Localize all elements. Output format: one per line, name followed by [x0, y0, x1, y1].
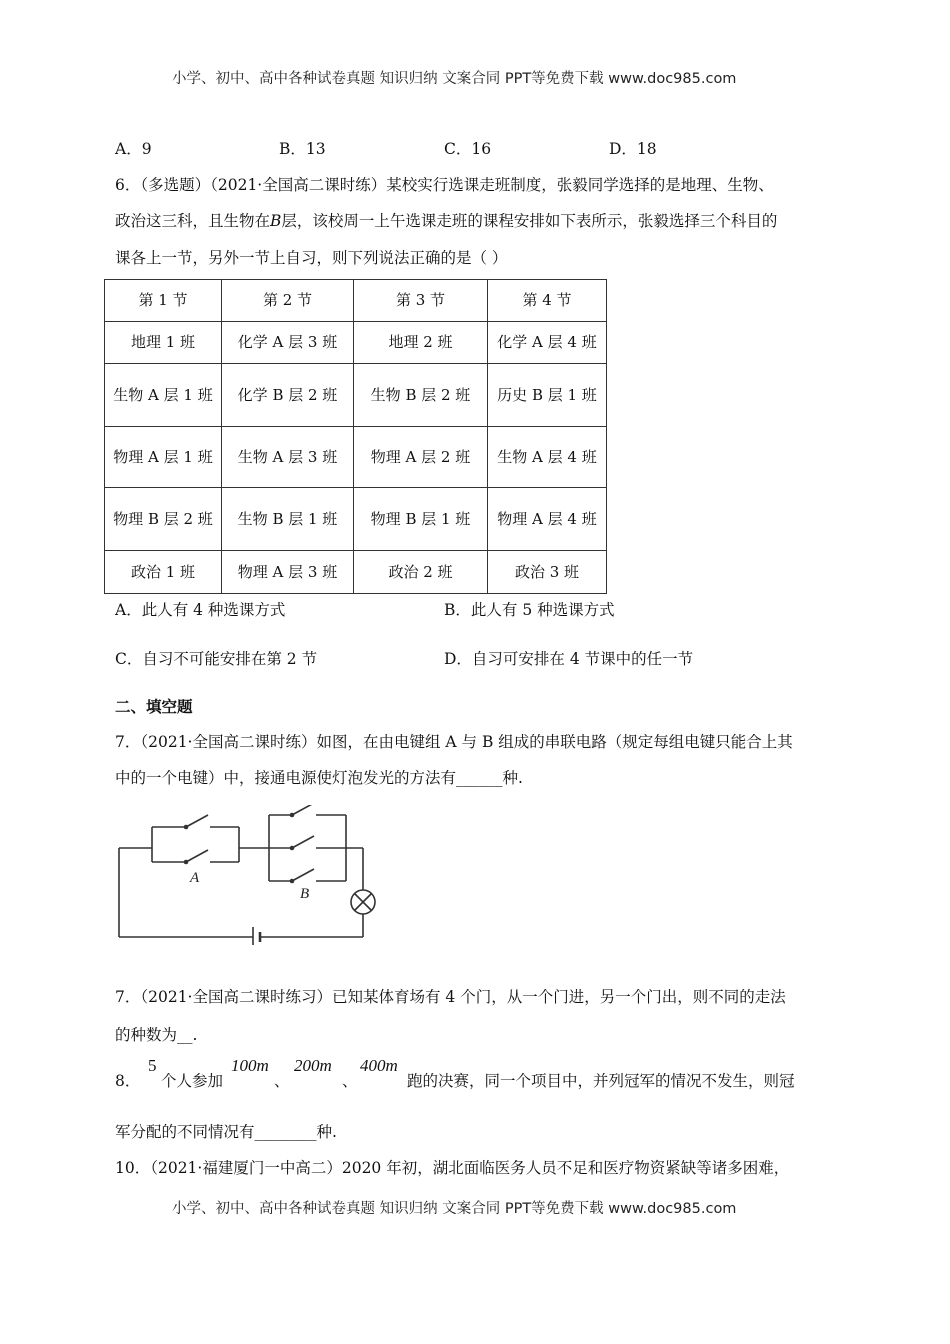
- table-row: [105, 488, 607, 551]
- page-header: 小学、初中、高中各种试卷真题 知识归纳 文案合同 PPT等免费下载 www.doc985.com: [172, 71, 737, 87]
- switch-blade: [186, 850, 208, 862]
- page-footer: 小学、初中、高中各种试卷真题 知识归纳 文案合同 PPT等免费下载 www.doc985.com: [172, 1201, 737, 1217]
- switch-contact: [290, 879, 295, 884]
- q5-option-d: D．18: [609, 140, 657, 158]
- table-cell: 物理 A 层 3 班: [222, 551, 354, 594]
- table-row: [105, 551, 607, 594]
- q6-line1: 6．（多选题）（2021·全国高二课时练）某校实行选课走班制度，张毅同学选择的是地理、生物、: [115, 176, 774, 194]
- table-cell: 政治 1 班: [105, 551, 222, 594]
- table-cell: 生物 B 层 1 班: [222, 488, 354, 551]
- table-header-cell: 第 3 节: [354, 280, 488, 322]
- label-a: A: [190, 870, 200, 886]
- table-cell: 物理 A 层 4 班: [488, 488, 607, 551]
- table-header-cell: 第 4 节: [488, 280, 607, 322]
- switch-contact: [184, 860, 189, 865]
- q6-option-c: C．自习不可能安排在第 2 节: [115, 650, 318, 668]
- table-cell: 政治 2 班: [354, 551, 488, 594]
- q5-option-c: C．16: [444, 140, 492, 158]
- table-cell: 历史 B 层 1 班: [488, 364, 607, 427]
- table-header-cell: 第 2 节: [222, 280, 354, 322]
- q8-200m: 200m: [294, 1056, 332, 1075]
- table-row: [105, 322, 607, 364]
- table-cell: 地理 2 班: [354, 322, 488, 364]
- q7a-line1: 7．（2021·全国高二课时练）如图，在由电键组 A 与 B 组成的串联电路（规定每组电键只能合上其: [115, 733, 793, 751]
- table-cell: 生物 B 层 2 班: [354, 364, 488, 427]
- table-cell: 化学 B 层 2 班: [222, 364, 354, 427]
- q6-option-d: D．自习可安排在 4 节课中的任一节: [444, 650, 694, 668]
- switch-contact: [290, 846, 295, 851]
- table-cell: 物理 B 层 2 班: [105, 488, 222, 551]
- table-cell: 化学 A 层 4 班: [488, 322, 607, 364]
- q8-100m: 100m: [231, 1056, 269, 1075]
- circuit-diagram: [110, 805, 380, 945]
- table-header-cell: 第 1 节: [105, 280, 222, 322]
- switch-contact: [290, 813, 295, 818]
- table-cell: 生物 A 层 3 班: [222, 427, 354, 488]
- schedule-table: [104, 279, 607, 594]
- table-cell: 生物 A 层 4 班: [488, 427, 607, 488]
- q8-400m: 400m: [360, 1056, 398, 1075]
- label-b: B: [300, 886, 310, 902]
- table-cell: 政治 3 班: [488, 551, 607, 594]
- q5-option-b: B．13: [279, 140, 326, 158]
- q7a-line2: 中的一个电键）中，接通电源使灯泡发光的方法有______种.: [115, 769, 523, 787]
- table-cell: 物理 B 层 1 班: [354, 488, 488, 551]
- q8-part1: 个人参加: [161, 1072, 224, 1090]
- q7b-line2: 的种数为__.: [115, 1026, 198, 1044]
- q7b-line1: 7．（2021·全国高二课时练习）已知某体育场有 4 个门，从一个门进，另一个门出，则不同的走法: [115, 988, 786, 1006]
- table-cell: 化学 A 层 3 班: [222, 322, 354, 364]
- switch-blade: [186, 815, 208, 827]
- q6-line2: 政治这三科，且生物在B层，该校周一上午选课走班的课程安排如下表所示，张毅选择三个科目的: [115, 212, 778, 230]
- q8-line2: 军分配的不同情况有________种.: [115, 1123, 337, 1141]
- switch-blade: [292, 836, 314, 848]
- switch-contact: [184, 825, 189, 830]
- switch-blade: [292, 805, 314, 815]
- q8-five: 5: [148, 1056, 157, 1075]
- table-header-row: [105, 280, 607, 322]
- q6-line3: 课各上一节，另外一节上自习，则下列说法正确的是（ ）: [115, 249, 508, 267]
- q10-line1: 10．（2021·福建厦门一中高二）2020 年初，湖北面临医务人员不足和医疗物资紧缺等诸多困难，: [115, 1159, 790, 1177]
- q6-option-a: A．此人有 4 种选课方式: [115, 601, 286, 619]
- table-cell: 生物 A 层 1 班: [105, 364, 222, 427]
- q8-part2: 跑的决赛，同一个项目中，并列冠军的情况不发生，则冠: [407, 1072, 795, 1090]
- q8-sep2: 、: [342, 1072, 358, 1090]
- table-cell: 物理 A 层 2 班: [354, 427, 488, 488]
- switch-blade: [292, 869, 314, 881]
- q5-option-a: A．9: [115, 140, 152, 158]
- q8-number: 8．: [115, 1072, 141, 1090]
- q8-sep1: 、: [274, 1072, 290, 1090]
- table-cell: 物理 A 层 1 班: [105, 427, 222, 488]
- section-title: 二、填空题: [115, 697, 193, 716]
- table-cell: 地理 1 班: [105, 322, 222, 364]
- table-row: [105, 364, 607, 427]
- q6-option-b: B．此人有 5 种选课方式: [444, 601, 615, 619]
- table-row: [105, 427, 607, 488]
